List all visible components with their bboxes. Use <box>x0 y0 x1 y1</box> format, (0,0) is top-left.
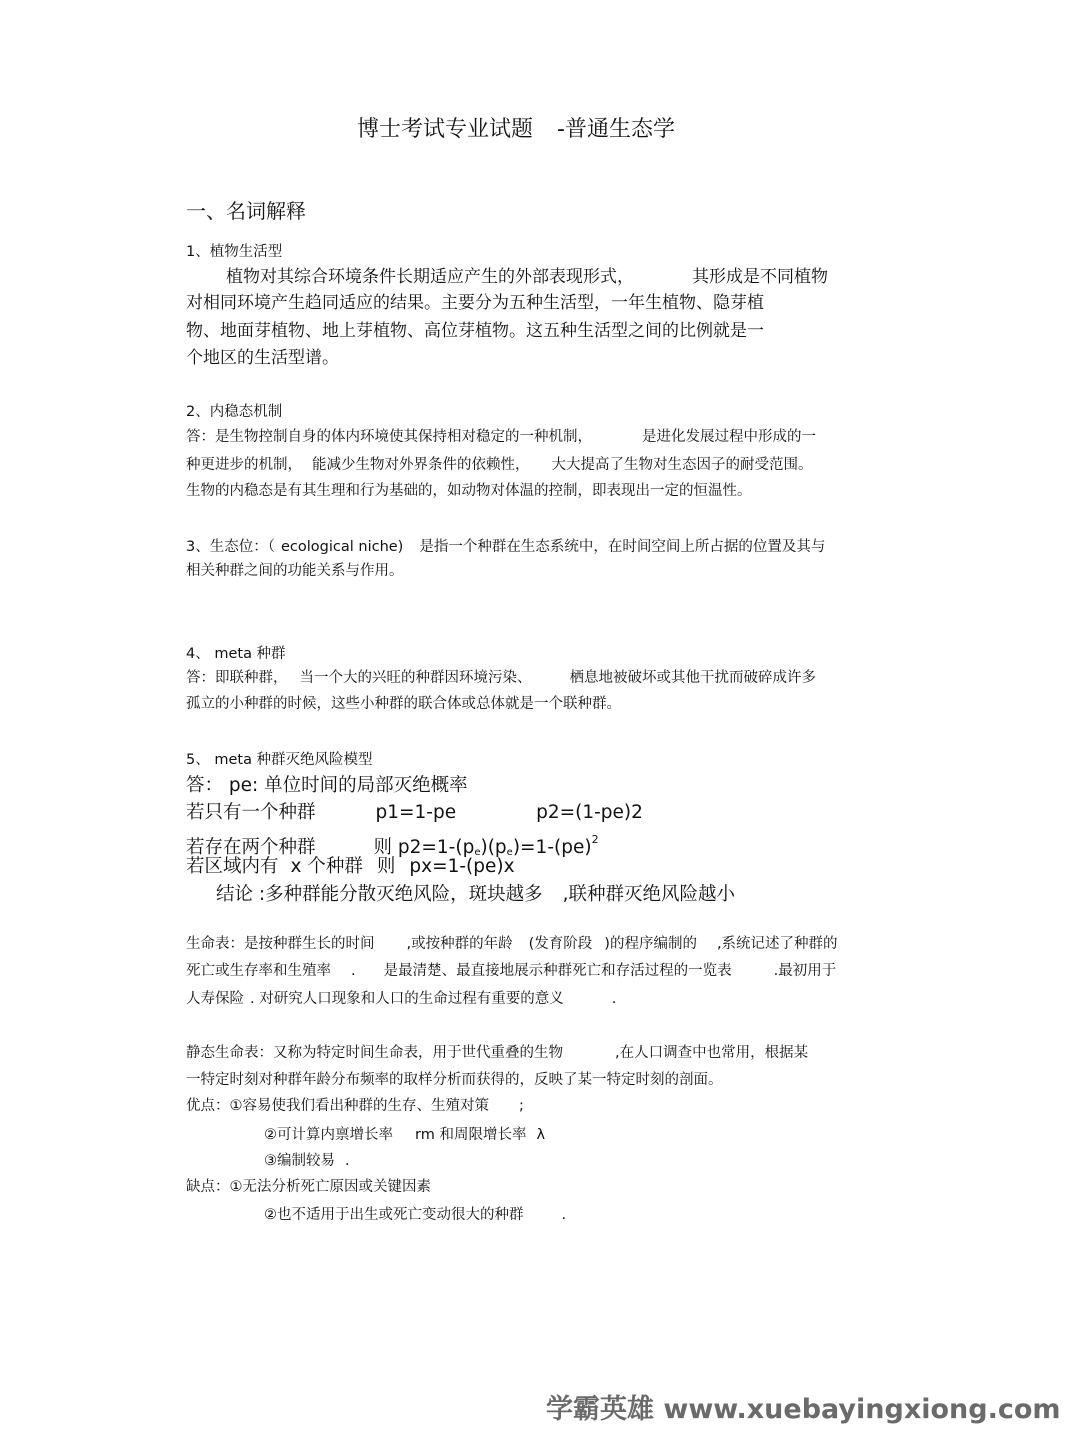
q4-heading: 4、 meta 种群 <box>186 646 286 662</box>
q1-line1 <box>226 266 828 288</box>
q5-row3-part2: x 个种群 <box>290 856 363 877</box>
q5-row2-subscript-1: e <box>474 847 481 858</box>
q4-line1 <box>186 669 816 687</box>
q2-line2-part3: 大大提高了生物对生态因子的耐受范围。 <box>551 457 813 473</box>
life-table-line2-part4: .最初用于 <box>773 963 837 979</box>
life-table-line2-part3: 是最清楚、最直接地展示种群死亡和存活过程的一览表 <box>383 963 732 979</box>
q5-row2-formula-c: )=1-(pe) <box>512 837 592 858</box>
life-table-line1-part3: (发育阶段 <box>528 936 593 952</box>
q1-line2: 对相同环境产生趋同适应的结果。主要分为五种生活型，一年生植物、隐芽植 <box>186 293 764 313</box>
advantage-2-part3: λ <box>536 1127 546 1143</box>
disadvantages-line2 <box>264 1206 566 1224</box>
q5-heading: 5、 meta 种群灭绝风险模型 <box>186 752 373 768</box>
q1-line1-part2: 其形成是不同植物 <box>692 267 828 287</box>
static-table-line1 <box>186 1044 808 1062</box>
advantages-line3 <box>264 1152 350 1170</box>
advantages-line2 <box>264 1126 545 1144</box>
q2-line3: 生物的内稳态是有其生理和行为基础的，如动物对体温的控制，即表现出一定的恒温性。 <box>186 483 752 499</box>
static-table-line2: 一特定时刻对种群年龄分布频率的取样分析而获得的，反映了某一特定时刻的剖面。 <box>186 1072 723 1088</box>
title-subject: -普通生态学 <box>557 117 675 142</box>
q3-line1-part3: 是指一个种群在生态系统中，在时间空间上所占据的位置及其与 <box>419 539 826 555</box>
advantages-label: 优点： <box>186 1098 230 1114</box>
q1-line3: 物、地面芽植物、地上芽植物、高位芽植物。这五种生活型之间的比例就是一 <box>186 321 764 341</box>
advantage-2-part2: rm 和周限增长率 <box>415 1127 527 1143</box>
q5-conclusion-part1: 结论 :多种群能分散灭绝风险，斑块越多 <box>216 884 543 905</box>
q4-line2: 孤立的小种群的时候，这些小种群的联合体或总体就是一个联种群。 <box>186 696 621 712</box>
life-table-line3-part2: . 对研究人口现象和人口的生命过程有重要的意义 <box>250 991 564 1007</box>
q5-conclusion-part2: ,联种群灭绝风险越小 <box>562 884 736 905</box>
life-table-line1 <box>186 935 838 953</box>
q2-heading: 2、内稳态机制 <box>186 404 283 420</box>
advantages-line1 <box>186 1097 524 1115</box>
disadvantage-2-part2: . <box>561 1207 567 1223</box>
q5-row2-formula-b: )(p <box>480 837 507 858</box>
section-heading: 一、名词解释 <box>186 199 306 223</box>
life-table-line1-part4: )的程序编制的 <box>604 936 697 952</box>
life-table-line3 <box>186 990 616 1008</box>
disadvantage-1: ①无法分析死亡原因或关键因素 <box>229 1179 431 1195</box>
advantage-1-end: ; <box>519 1098 524 1114</box>
q5-row2-subscript-2: e <box>506 847 513 858</box>
q5-row1-part2: p1=1-pe <box>375 802 457 823</box>
static-table-line1-part1: 静态生命表：又称为特定时间生命表，用于世代重叠的生物 <box>186 1045 563 1061</box>
life-table-line2-part1: 死亡或生存率和生殖率 <box>186 963 331 979</box>
q2-line2-part2: 能减少生物对外界条件的依赖性， <box>312 457 530 473</box>
q5-row3-part3: 则 <box>376 856 396 877</box>
q2-line1-part2: 是进化发展过程中形成的一 <box>642 429 816 445</box>
disadvantage-2-part1: ②也不适用于出生或死亡变动很大的种群 <box>264 1207 524 1223</box>
page-title <box>357 116 675 144</box>
disadvantages-line1 <box>186 1178 431 1196</box>
life-table-line1-part1: 生命表：是按种群生长的时间 <box>186 936 375 952</box>
q5-row2-formula-a: 则 p2=1-(p <box>373 837 475 858</box>
q5-conclusion <box>216 883 735 907</box>
advantage-3-part2: . <box>345 1153 350 1169</box>
static-table-line1-part2: ,在人口调查中也常用，根据某 <box>615 1045 809 1061</box>
q2-line1-part1: 答：是生物控制自身的体内环境使其保持相对稳定的一种机制， <box>186 429 592 445</box>
watermark: 学霸英雄 www.xuebayingxiong.com <box>546 1394 1061 1425</box>
disadvantages-label: 缺点： <box>186 1179 230 1195</box>
life-table-line1-part5: ,系统记述了种群的 <box>716 936 838 952</box>
q5-row3 <box>186 855 515 879</box>
q3-line1 <box>186 538 825 556</box>
q4-line1-part2: 当一个大的兴旺的种群因环境污染、 <box>299 670 532 686</box>
life-table-line2 <box>186 962 836 980</box>
q3-line2: 相关种群之间的功能关系与作用。 <box>186 563 404 579</box>
q5-row1-part3: p2=(1-pe)2 <box>536 802 643 823</box>
q5-row2-part1: 若存在两个种群 <box>186 837 316 858</box>
q5-row3-part1: 若区域内有 <box>186 856 279 877</box>
q2-line2 <box>186 456 813 474</box>
q5-row2-superscript: 2 <box>591 833 599 846</box>
advantage-2-part1: ②可计算内禀增长率 <box>264 1127 393 1143</box>
q1-heading: 1、植物生活型 <box>186 244 283 260</box>
q5-row1 <box>186 801 643 825</box>
q1-line1-part1: 植物对其综合环境条件长期适应产生的外部表现形式， <box>226 267 634 287</box>
title-main: 博士考试专业试题 <box>357 117 534 142</box>
q2-line1 <box>186 428 816 446</box>
life-table-line3-part1: 人寿保险 <box>186 991 244 1007</box>
advantage-1: ①容易使我们看出种群的生存、生殖对策 <box>229 1098 489 1114</box>
life-table-line2-part2: . <box>351 963 356 979</box>
q4-line1-part1: 答：即联种群， <box>186 670 288 686</box>
q5-row3-part4: px=1-(pe)x <box>409 856 515 877</box>
q1-line4: 个地区的生活型谱。 <box>186 348 339 368</box>
life-table-line1-part2: ,或按种群的年龄 <box>406 936 513 952</box>
q3-line1-part1: 3、生态位：（ <box>186 539 275 555</box>
q3-line1-part2: ecological niche) <box>280 539 404 555</box>
life-table-line3-part3: . <box>611 991 617 1007</box>
q4-line1-part3: 栖息地被破坏或其他干扰而破碎成许多 <box>569 670 816 686</box>
q2-line2-part1: 种更进步的机制， <box>186 457 302 473</box>
q5-answer: 答： pe: 单位时间的局部灭绝概率 <box>186 775 468 796</box>
advantage-3-part1: ③编制较易 <box>264 1153 335 1169</box>
q5-row1-part1: 若只有一个种群 <box>186 802 316 823</box>
